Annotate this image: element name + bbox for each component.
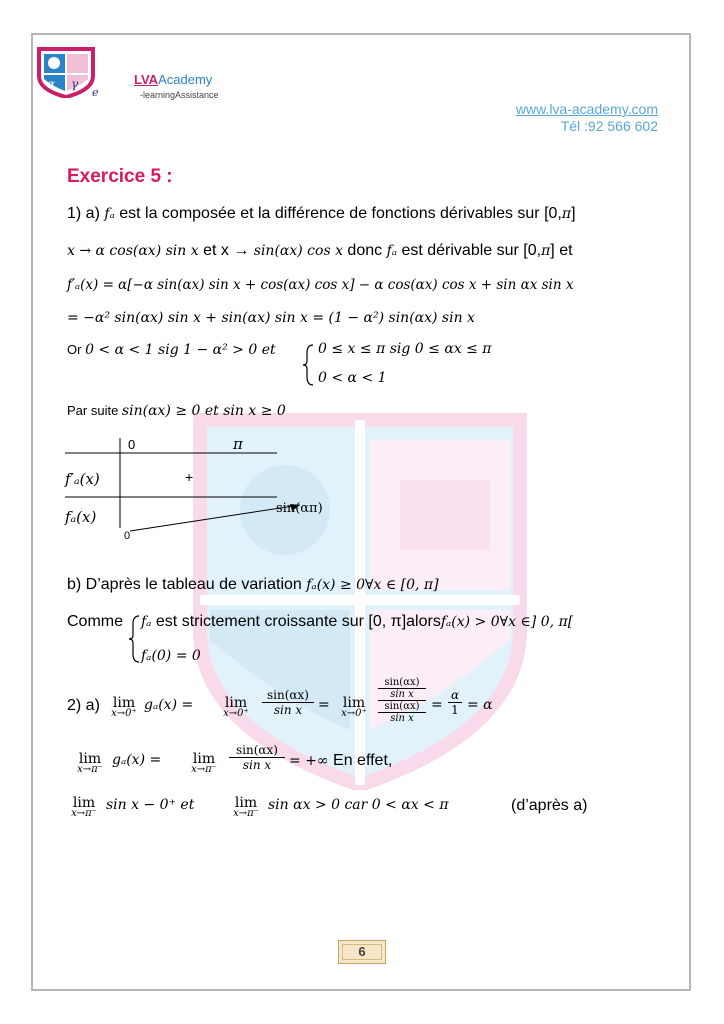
fraction-1 (262, 688, 314, 717)
website-link[interactable]: www.lva-academy.com (515, 101, 658, 117)
l2-b: et x → (198, 242, 254, 259)
lim-sub: x→0⁺ (111, 708, 137, 719)
l5-or: Or (67, 342, 86, 357)
brand-subtitle: -learningAssistance (140, 90, 219, 100)
q2-label: 2) a) (67, 697, 100, 714)
last-part-3: (d’après a) (511, 797, 588, 814)
b-line-2 (67, 613, 123, 631)
row1-label: f′ₐ(x) (65, 470, 100, 488)
b2-comme: Comme (67, 613, 124, 630)
lva-logo-icon (36, 46, 96, 98)
eq-1: = (318, 697, 330, 713)
limit-line-1 (67, 697, 100, 715)
page-number (338, 940, 386, 964)
one-den: 1 (451, 703, 459, 717)
l1-a: 1) a) (67, 205, 105, 222)
brand-name (134, 72, 212, 87)
brand-lva: LVA (134, 72, 159, 87)
derivative-simplified: = −α² sin(αx) sin x + sin(αx) sin x = (1 − α²) sin(αx) sin x (67, 310, 475, 326)
row1-sign: + (185, 469, 194, 485)
alpha-over-one (448, 688, 462, 717)
l1-e: ] (571, 205, 576, 222)
variation-table (62, 436, 362, 546)
frac-num: sin(αx) (262, 688, 314, 703)
phone-number: Tél :92 566 602 (560, 118, 658, 134)
frac2-den: sin x (242, 758, 272, 772)
lim-text: lim (234, 795, 258, 811)
g-alpha: gₐ(x) = (144, 697, 194, 713)
eq-2: = (431, 697, 443, 713)
contact-block (516, 101, 658, 135)
l1-f: fₐ (104, 206, 115, 222)
l2-h: ] et (550, 242, 573, 259)
cf-num-num: sin(αx) (378, 677, 426, 689)
system-line-2: 0 < α < 1 (318, 370, 387, 386)
brand-academy: Academy (158, 72, 213, 87)
lim-1 (106, 695, 142, 719)
b2-c: est strictement croissante sur (151, 613, 369, 630)
l6-a: Par suite (67, 403, 122, 418)
start-value: 0 (124, 530, 131, 542)
l6-b: sin(αx) ≥ 0 et sin x ≥ 0 (121, 403, 286, 419)
lim-5 (186, 751, 222, 775)
lim-sub: x→π⁻ (77, 764, 103, 775)
g-alpha-2: gₐ(x) = (112, 752, 162, 768)
cf-num-den: sin x (378, 689, 426, 701)
b2-f: fₐ (141, 614, 152, 630)
l2-f: fₐ (386, 243, 398, 259)
text-line-1 (67, 205, 576, 223)
lim-2 (218, 695, 254, 719)
lim-text: lim (78, 751, 102, 767)
lim-text: lim (342, 695, 366, 711)
text-line-2 (67, 242, 573, 260)
svg-text:α: α (47, 77, 56, 91)
b-line-1 (67, 576, 439, 594)
compound-fraction (378, 677, 426, 724)
l2-a: x → α cos(αx) sin x (67, 243, 199, 259)
x-start: 0 (128, 437, 136, 452)
svg-text:γ: γ (71, 77, 79, 91)
plus-inf-line (289, 752, 392, 770)
l1-c: est la composée et la différence de fonctions dérivables sur [0, (114, 205, 562, 222)
frac-den: sin x (273, 703, 303, 717)
lim-4 (72, 751, 108, 775)
lim-text: lim (72, 795, 96, 811)
b2-alors: alors (406, 613, 441, 630)
lim-6 (66, 795, 102, 819)
fraction-2 (229, 743, 285, 772)
row2-label: fₐ(x) (65, 508, 97, 526)
increasing-arrow (130, 505, 300, 531)
l5-cond: 0 < α < 1 sig 1 − α² > 0 et (85, 342, 276, 358)
par-suite-line (67, 402, 286, 420)
b2-d: [0, π] (368, 613, 407, 630)
system-line-1: 0 ≤ x ≤ π sig 0 ≤ αx ≤ π (318, 341, 492, 357)
last-part-2: sin αx > 0 car 0 < αx < π (268, 797, 449, 813)
lim-text: lim (112, 695, 136, 711)
lim-sub: x→0⁺ (341, 708, 367, 719)
exercise-title: Exercice 5 : (67, 166, 173, 187)
page-number-text: 6 (358, 944, 366, 959)
b-line-2-content (141, 613, 573, 631)
lim-sub: x→0⁺ (223, 708, 249, 719)
cf-den-den: sin x (390, 713, 414, 724)
l2-c: sin(αx) cos x (253, 243, 343, 259)
b1-b: fₐ(x) ≥ 0∀x ∈ [0, π] (306, 577, 439, 593)
lim-text: lim (192, 751, 216, 767)
b2-f2: fₐ(x) > 0∀x ∈] 0, π[ (440, 614, 574, 630)
lim-sub: x→π⁻ (191, 764, 217, 775)
l2-g: est dérivable sur [0, (397, 242, 542, 259)
left-brace-icon-2 (127, 614, 141, 664)
lim-sub: x→π⁻ (71, 808, 97, 819)
plus-infinity: = +∞ (289, 753, 329, 769)
cf-den-num: sin(αx) (378, 701, 426, 713)
lim-7 (228, 795, 264, 819)
left-brace-icon (301, 343, 315, 387)
result-alpha: = α (467, 697, 493, 713)
x-end: π (233, 436, 243, 453)
b1-a: b) D’après le tableau de variation (67, 576, 307, 593)
frac2-num: sin(αx) (229, 743, 285, 758)
lim-text: lim (224, 695, 248, 711)
l2-d: donc (342, 242, 387, 259)
l1-pi: π (561, 206, 572, 222)
derivative-line: f′ₐ(x) = α[−α sin(αx) sin x + cos(αx) cos x] − α cos(αx) cos x + sin αx sin x (67, 277, 574, 293)
last-part-1: sin x − 0⁺ et (106, 797, 195, 813)
l2-pi: π (541, 243, 551, 259)
lim-sub: x→π⁻ (233, 808, 259, 819)
lim-3 (336, 695, 372, 719)
end-value: sin(απ) (276, 501, 323, 516)
logo-e-letter: e (92, 86, 99, 99)
alpha-num: α (448, 688, 462, 703)
condition-line (67, 341, 276, 359)
b-line-3: fₐ(0) = 0 (141, 648, 201, 664)
en-effet: En effet, (328, 752, 393, 769)
